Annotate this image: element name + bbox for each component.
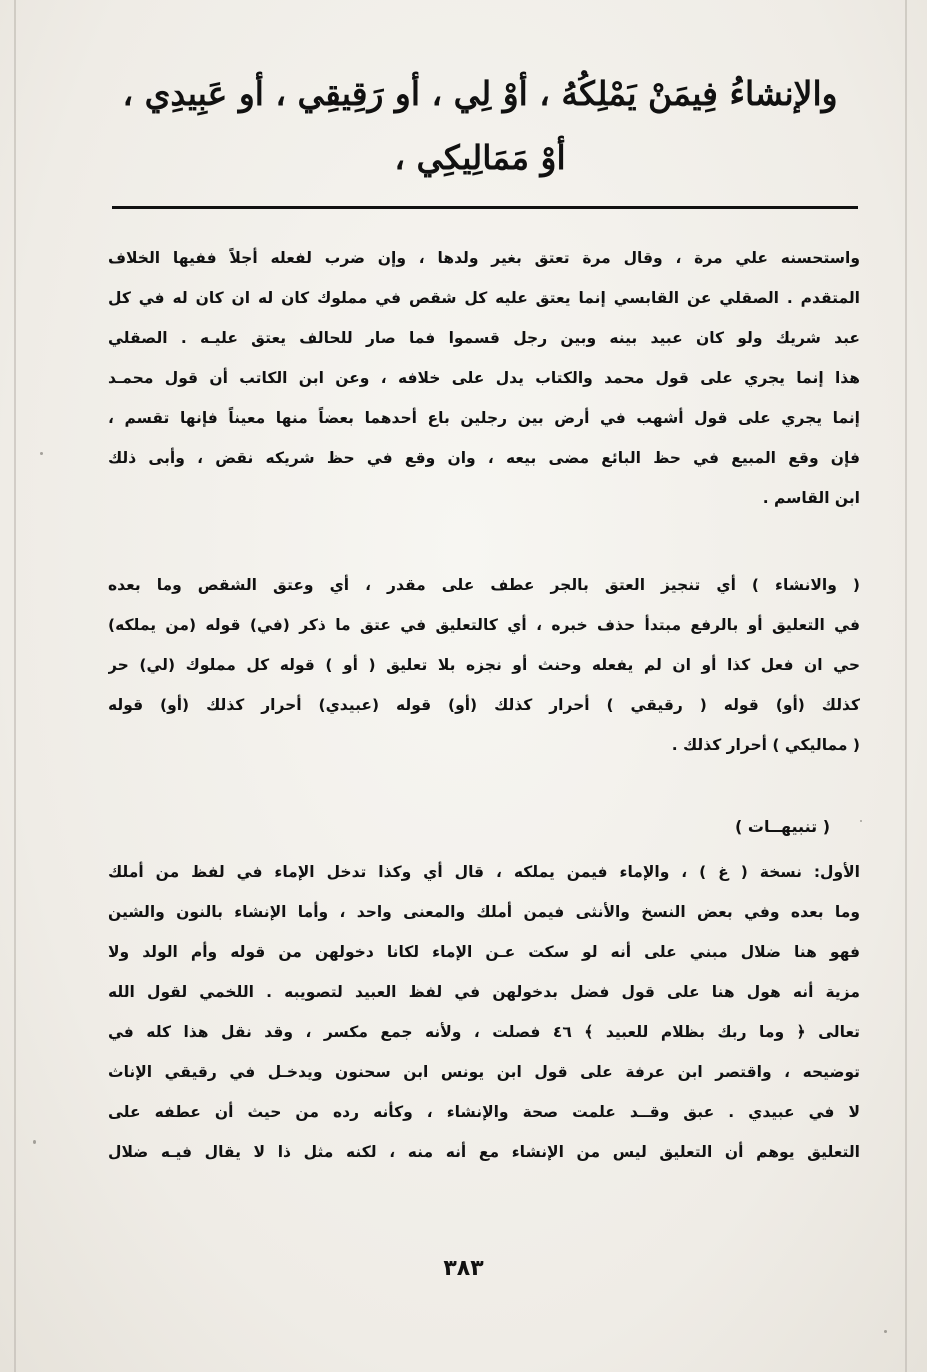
commentary-paragraph-1 (108, 238, 860, 518)
text-line: فإن وقع المبيع في حظ البائع مضى بيعه ، وان وقع في حظ شريكه نقض ، وأبى ذلك (108, 449, 860, 467)
text-line: واستحسنه علي مرة ، وقال مرة تعتق بغير ولدها ، وإن ضرب لفعله أجلاً ففيها الخلاف (108, 249, 860, 267)
commentary-paragraph-3 (108, 852, 860, 1172)
text-line: وما بعده وفي بعض النسخ والأنثى فيمن أملك والمعنى واحد ، وأما الإنشاء بالنون والشين (108, 903, 860, 921)
page-number: ٣٨٣ (443, 1256, 484, 1281)
scan-speck (884, 1330, 887, 1333)
heading-divider (112, 206, 858, 209)
text-line: توضيحه ، واقتصر ابن عرفة على قول ابن يونس ابن سحنون ويدخـل في رقيقي الإناث (108, 1063, 860, 1081)
text-line: حي ان فعل كذا أو ان لم يفعله وحنث أو نجزه بلا تعليق ( أو ) قوله كل مملوك (لي) حر (108, 656, 860, 674)
text-line: كذلك (أو) قوله ( رقيقي ) أحرار كذلك (أو) قوله (عبيدي) أحرار كذلك (أو) قوله (108, 696, 860, 714)
text-line: ( مماليكي ) أحرار كذلك . (671, 736, 860, 754)
text-line: إنما يجري على قول أشهب في أرض بين رجلين باع أحدهما بعضاً منها معيناً فإنها تقسم ، (108, 409, 860, 427)
text-line: المتقدم . الصقلي عن القابسي إنما يعتق عليه كل شقص في مملوك كان له ان كان له في كل (108, 289, 860, 307)
text-line: عبد شريك ولو كان عبيد بينه وبين رجل قسموا فما صار للحالف يعتق عليـه . الصقلي (108, 329, 860, 347)
text-line: فهو هنا ضلال مبني على أنه لو سكت عـن الإماء لكانا دخولهن من قوله وأم الولد ولا (108, 943, 860, 961)
text-line: لا في عبيدي . عبق وقــد علمت صحة والإنشاء ، وكأنه رده من حيث أن عطفه على (108, 1103, 860, 1121)
scan-edge-left (14, 0, 16, 1372)
scan-speck (860, 820, 862, 822)
text-line: تعالى ﴿ وما ربك بظلام للعبيد ﴾ ٤٦ فصلت ، ولأنه جمع مكسر ، وقد نقل هذا كله في (108, 1023, 860, 1041)
text-line: الأول: نسخة ( غ ) ، والإماء فيمن يملكه ، قال أي وكذا تدخل الإماء في لفظ من أملك (108, 863, 860, 881)
text-line: ابن القاسم . (762, 489, 860, 507)
scan-speck (40, 452, 43, 455)
text-line: التعليق يوهم أن التعليق ليس من الإنشاء مع أنه منه ، لكنه مثل ذا لا يقال فيـه ضلال (108, 1143, 860, 1161)
matn-heading-line-1: والإنشاءُ فِيمَنْ يَمْلِكُهُ ، أوْ لِي ، أو رَقِيقِي ، أو عَبِيدِي ، (122, 74, 838, 113)
scan-edge-right (905, 0, 907, 1372)
matn-heading-line-2: أوْ مَمَالِيكِي ، (394, 138, 566, 177)
notes-section-title: ( تنبيهــات ) (735, 817, 830, 836)
scan-speck (33, 1140, 36, 1144)
text-line: ( والانشاء ) أي تنجيز العتق بالجر عطف على مقدر ، أي وعتق الشقص وما بعده (108, 576, 860, 594)
text-line: في التعليق أو بالرفع مبتدأ حذف خبره ، أي كالتعليق في عتق ما ذكر (في) قوله (من يملكه) (108, 616, 860, 634)
text-line: مزية أنه هول هنا على قول فضل بدخولهن في لفظ العبيد لتصويبه . اللخمي لقول الله (108, 983, 860, 1001)
text-line: هذا إنما يجري على قول محمد والكتاب يدل على خلافه ، وعن ابن الكاتب أن قول محمـد (108, 369, 860, 387)
commentary-paragraph-2 (108, 565, 860, 765)
